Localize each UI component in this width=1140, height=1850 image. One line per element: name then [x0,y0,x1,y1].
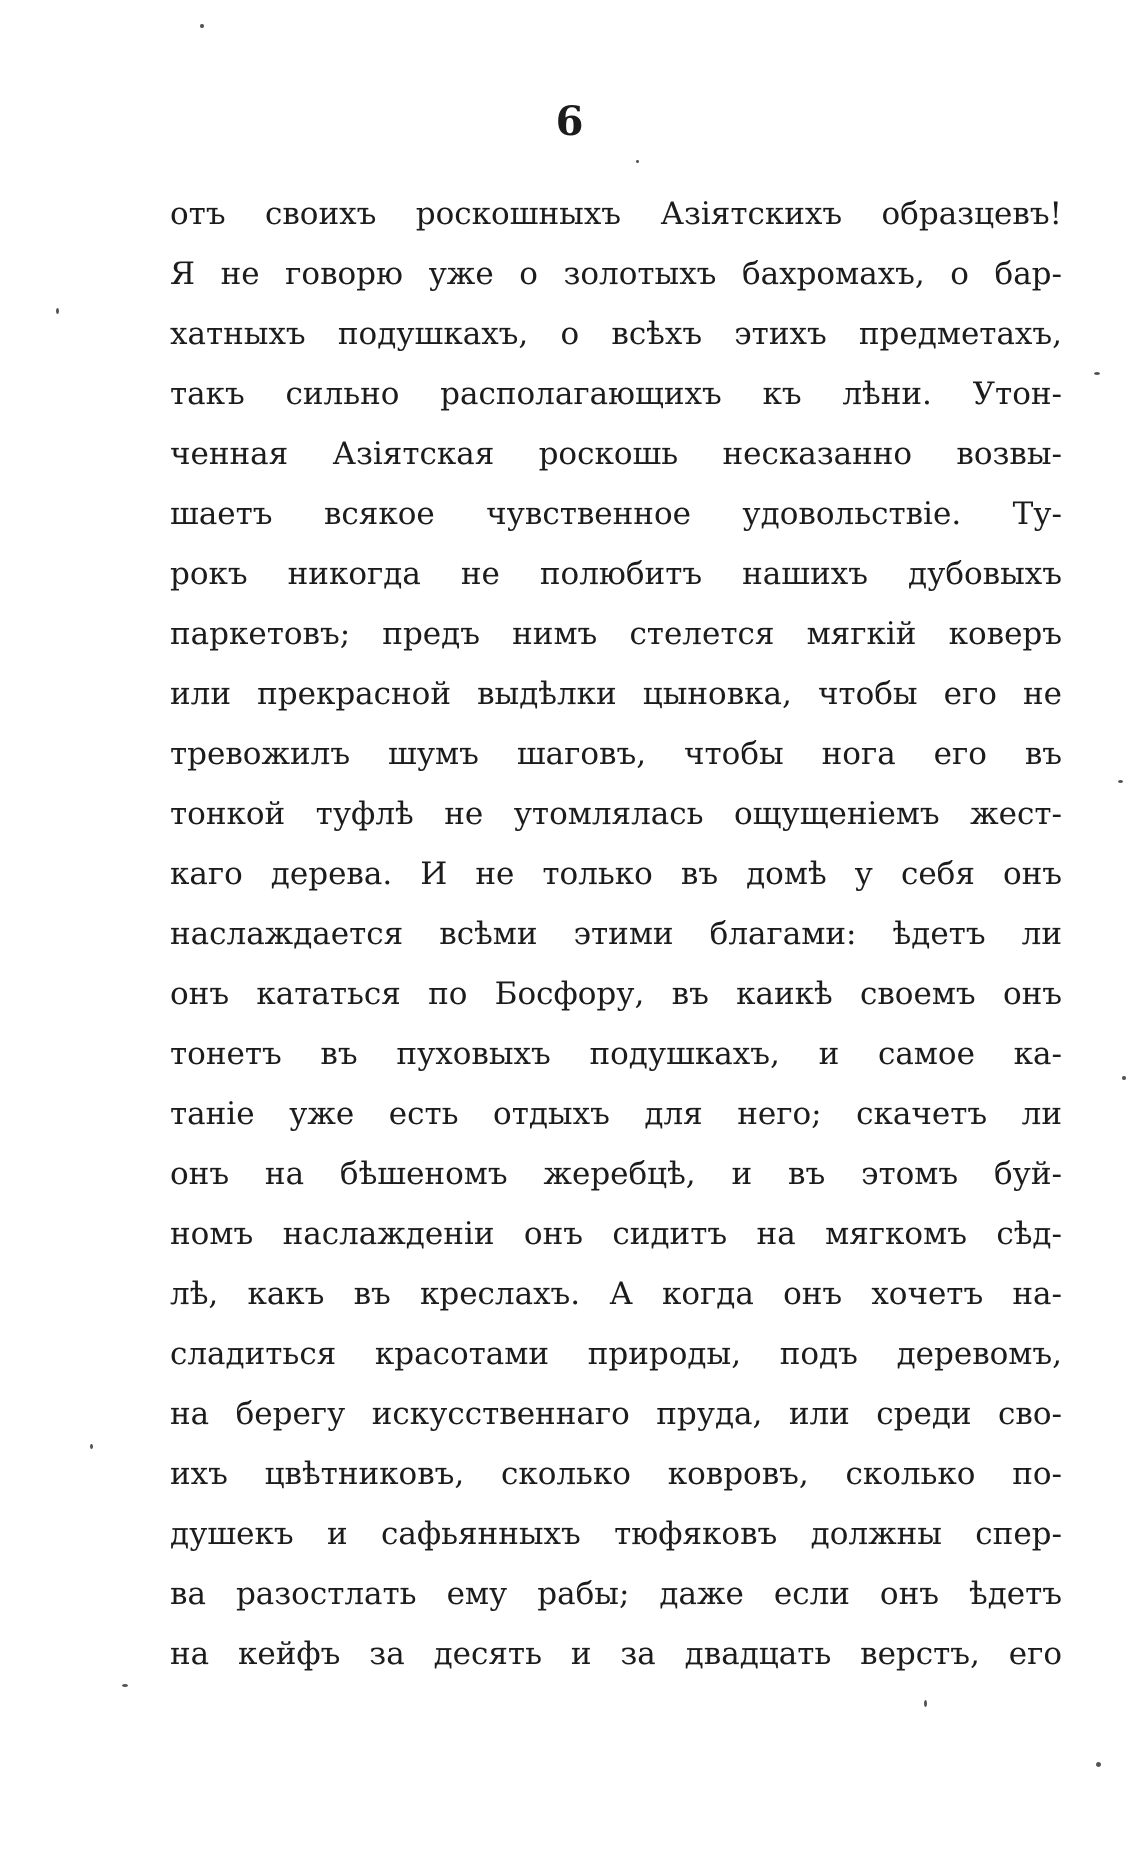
scan-speck [1094,372,1100,375]
text-line: рокъ никогда не полюбитъ нашихъ дубовыхъ [170,556,1062,592]
text-line: такъ сильно располагающихъ къ лѣни. Утон- [170,376,1062,412]
text-line: или прекрасной выдѣлки цыновка, чтобы его не [170,676,1062,712]
text-line: паркетовъ; предъ нимъ стелется мягкій коверъ [170,616,1062,652]
text-line: отъ своихъ роскошныхъ Азіятскихъ образцевъ! [170,196,1062,232]
scan-speck [1118,780,1123,783]
text-line: ихъ цвѣтниковъ, сколько ковровъ, сколько по- [170,1456,1062,1492]
scan-speck [122,1684,128,1687]
scan-speck [200,24,204,28]
body-text [170,184,1062,1684]
scan-speck [90,1444,93,1449]
text-line: онъ на бѣшеномъ жеребцѣ, и въ этомъ буй- [170,1156,1062,1192]
text-line: сладиться красотами природы, подъ деревомъ, [170,1336,1062,1372]
text-line: тревожилъ шумъ шаговъ, чтобы нога его въ [170,736,1062,772]
scan-speck [56,308,59,314]
text-line: тонкой туфлѣ не утомлялась ощущеніемъ жест- [170,796,1062,832]
text-line: на берегу искусственнаго пруда, или среди сво- [170,1396,1062,1432]
text-line: хатныхъ подушкахъ, о всѣхъ этихъ предметахъ, [170,316,1062,352]
scan-speck [1122,1076,1126,1080]
text-line: каго дерева. И не только въ домѣ у себя онъ [170,856,1062,892]
scan-speck [1096,1762,1101,1767]
scan-speck [636,160,639,163]
text-line: лѣ, какъ въ креслахъ. А когда онъ хочетъ на- [170,1276,1062,1312]
text-line: Я не говорю уже о золотыхъ бахромахъ, о бар- [170,256,1062,292]
text-line: ченная Азіятская роскошь несказанно возвы- [170,436,1062,472]
page-number: 6 [555,98,585,145]
scan-speck [924,1700,927,1707]
text-line: душекъ и сафьянныхъ тюфяковъ должны спер- [170,1516,1062,1552]
text-line: онъ кататься по Босфору, въ каикѣ своемъ онъ [170,976,1062,1012]
text-line: наслаждается всѣми этими благами: ѣдетъ ли [170,916,1062,952]
text-line: таніе уже есть отдыхъ для него; скачетъ ли [170,1096,1062,1132]
text-line: тонетъ въ пуховыхъ подушкахъ, и самое ка- [170,1036,1062,1072]
text-line: шаетъ всякое чувственное удовольствіе. Ту- [170,496,1062,532]
text-line: номъ наслажденіи онъ сидитъ на мягкомъ сѣд- [170,1216,1062,1252]
text-line: ва разостлать ему рабы; даже если онъ ѣдетъ [170,1576,1062,1612]
text-line: на кейфъ за десять и за двадцать верстъ, его [170,1636,1062,1672]
